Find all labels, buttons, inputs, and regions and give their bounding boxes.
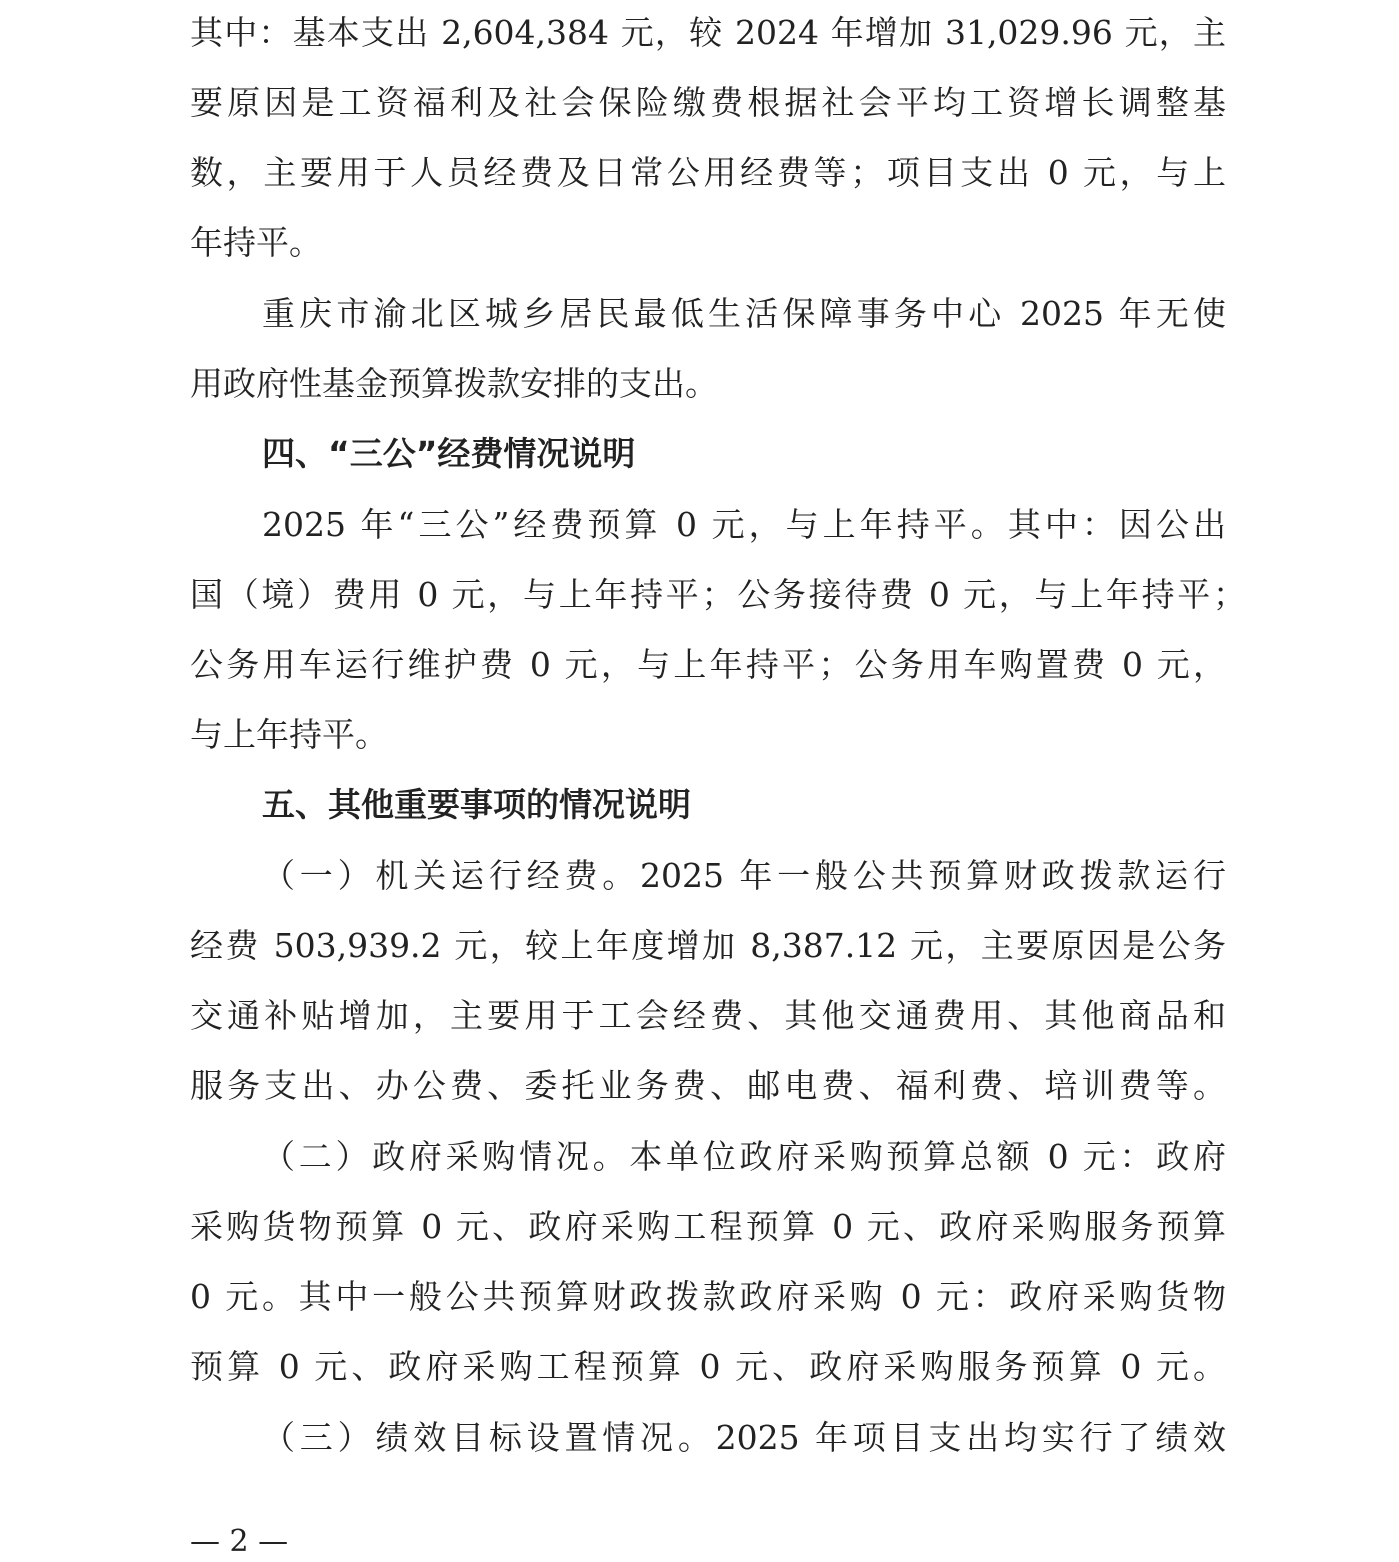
paragraph-three-public-line-4: 与上年持平。 <box>190 715 388 754</box>
paragraph-operating-expenses-line-1: （一）机关运行经费。2025 年一般公共预算财政拨款运行 <box>262 856 1226 895</box>
paragraph-procurement-line-2: 采购货物预算 0 元、政府采购工程预算 0 元、政府采购服务预算 <box>190 1207 1226 1246</box>
paragraph-three-public-line-2: 国（境）费用 0 元，与上年持平；公务接待费 0 元，与上年持平； <box>190 575 1246 614</box>
paragraph-government-fund-line-1: 重庆市渝北区城乡居民最低生活保障事务中心 2025 年无使 <box>262 294 1226 333</box>
paragraph-procurement-line-3: 0 元。其中一般公共预算财政拨款政府采购 0 元：政府采购货物 <box>190 1277 1226 1316</box>
section-heading-other-important-matters: 五、其他重要事项的情况说明 <box>262 785 691 824</box>
paragraph-operating-expenses-line-3: 交通补贴增加，主要用于工会经费、其他交通费用、其他商品和 <box>190 996 1226 1035</box>
page-number: — 2 — <box>190 1524 289 1559</box>
paragraph-three-public-line-1: 2025 年“三公”经费预算 0 元，与上年持平。其中：因公出 <box>262 505 1226 544</box>
section-heading-three-public-expenses: 四、“三公”经费情况说明 <box>262 434 636 473</box>
paragraph-basic-expenditure-line-3: 数，主要用于人员经费及日常公用经费等；项目支出 0 元，与上 <box>190 153 1226 192</box>
paragraph-procurement-line-1: （二）政府采购情况。本单位政府采购预算总额 0 元：政府 <box>262 1137 1226 1176</box>
paragraph-operating-expenses-line-2: 经费 503,939.2 元，较上年度增加 8,387.12 元，主要原因是公务 <box>190 926 1226 965</box>
paragraph-three-public-line-3: 公务用车运行维护费 0 元，与上年持平；公务用车购置费 0 元， <box>190 645 1226 684</box>
paragraph-performance-goals-line-1: （三）绩效目标设置情况。2025 年项目支出均实行了绩效 <box>262 1418 1226 1457</box>
paragraph-basic-expenditure-line-4: 年持平。 <box>190 223 322 262</box>
paragraph-basic-expenditure-line-2: 要原因是工资福利及社会保险缴费根据社会平均工资增长调整基 <box>190 83 1226 122</box>
paragraph-procurement-line-4: 预算 0 元、政府采购工程预算 0 元、政府采购服务预算 0 元。 <box>190 1347 1226 1386</box>
paragraph-basic-expenditure-line-1: 其中：基本支出 2,604,384 元，较 2024 年增加 31,029.96 元，主 <box>190 13 1226 52</box>
paragraph-operating-expenses-line-4: 服务支出、办公费、委托业务费、邮电费、福利费、培训费等。 <box>190 1066 1226 1105</box>
paragraph-government-fund-line-2: 用政府性基金预算拨款安排的支出。 <box>190 364 718 403</box>
